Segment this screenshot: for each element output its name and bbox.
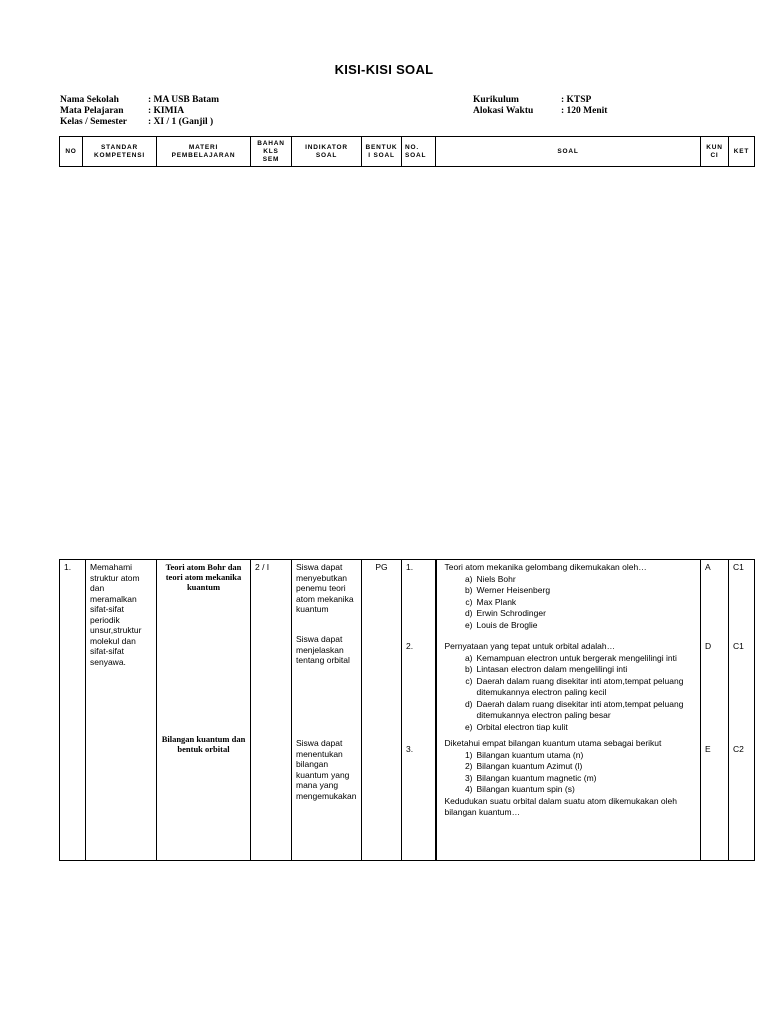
answer-key: A xyxy=(705,562,711,572)
header-line: CI xyxy=(710,151,719,159)
table-row xyxy=(60,560,755,861)
header-line: SOAL xyxy=(405,151,427,159)
header-standar-kompetensi xyxy=(83,137,157,167)
option-label: d) xyxy=(464,698,473,709)
option-item xyxy=(445,653,695,665)
meta-label: Kurikulum xyxy=(473,95,519,105)
soal-content xyxy=(441,562,697,858)
question-3 xyxy=(445,738,695,819)
question-text: Diketahui empat bilangan kuantum utama sebagai berikut xyxy=(444,738,662,748)
meta-row xyxy=(60,117,219,128)
option-label: 2) xyxy=(464,761,473,771)
header-ket: KET xyxy=(729,137,755,167)
header-bahan-kls-sem xyxy=(251,137,292,167)
option-item xyxy=(445,608,695,620)
meta-value: : KTSP xyxy=(561,95,592,105)
page-title: KISI-KISI SOAL xyxy=(334,62,434,77)
meta-row xyxy=(60,95,219,106)
header-line: KLS xyxy=(263,147,279,155)
header-bentuk-soal xyxy=(362,137,402,167)
kunci-content xyxy=(705,562,724,858)
header-soal: SOAL xyxy=(436,137,701,167)
option-item xyxy=(445,722,695,734)
option-item xyxy=(445,784,695,796)
option-text: Lintasan electron dalam mengelilingi inti xyxy=(476,664,628,674)
meta-label: Nama Sekolah xyxy=(60,95,119,105)
bentuk-soal: PG xyxy=(362,560,402,861)
ket-cell xyxy=(729,560,755,861)
option-item xyxy=(445,574,695,586)
option-item xyxy=(445,676,695,699)
option-text: Daerah dalam ruang disekitar inti atom,tempat peluang ditemukannya electron paling kecil xyxy=(476,675,684,697)
indikator-item: Siswa dapat menjelaskan tentang orbital xyxy=(296,634,350,665)
meta-label: Kelas / Semester xyxy=(60,117,128,127)
materi-content xyxy=(161,562,246,858)
header-indikator xyxy=(292,137,362,167)
option-text: Bilangan kuantum utama (n) xyxy=(476,749,584,760)
option-item xyxy=(445,664,695,676)
option-label: a) xyxy=(464,573,473,584)
option-label: e) xyxy=(464,619,473,630)
meta-row xyxy=(473,95,607,106)
header-line: SOAL xyxy=(315,151,338,159)
option-text: Bilangan kuantum magnetic (m) xyxy=(476,772,597,783)
option-label: 3) xyxy=(464,772,473,783)
meta-label: Alokasi Waktu xyxy=(473,106,534,116)
header-no-soal xyxy=(402,137,436,167)
option-text: Louis de Broglie xyxy=(476,619,538,630)
option-item xyxy=(445,773,695,785)
indikator-item: Siswa dapat menyebutkan penemu teori atom mekanika kuantum xyxy=(296,562,354,614)
option-label: c) xyxy=(465,675,473,686)
options-list xyxy=(445,653,695,734)
content-table xyxy=(59,559,755,861)
soal-cell xyxy=(436,560,701,861)
header-table xyxy=(59,136,755,167)
header-line: KOMPETENSI xyxy=(94,151,145,159)
meta-value: : MA USB Batam xyxy=(148,95,219,105)
answer-key: E xyxy=(705,744,711,754)
option-label: 1) xyxy=(464,749,473,760)
indikator-item: Siswa dapat menentukan bilangan kuantum yang mana yang mengemukakan xyxy=(296,738,357,801)
option-item xyxy=(445,761,695,773)
curriculum-info xyxy=(473,95,607,117)
no-soal-cell xyxy=(402,560,436,861)
meta-row xyxy=(60,106,219,117)
header-line: I SOAL xyxy=(368,151,395,159)
option-text: Erwin Schrodinger xyxy=(476,608,546,618)
header-kunci xyxy=(701,137,729,167)
option-text: Niels Bohr xyxy=(476,573,516,584)
kelas-semester: 2 / I xyxy=(251,560,292,861)
option-label: 4) xyxy=(464,784,473,794)
cognitive-level: C1 xyxy=(733,641,744,651)
meta-label: Mata Pelajaran xyxy=(60,106,124,116)
question-text: Teori atom mekanika gelombang dikemukakan oleh… xyxy=(444,562,647,572)
option-item xyxy=(445,597,695,609)
question-followup: Kedudukan suatu orbital dalam suatu atom dikemukakan oleh bilangan kuantum… xyxy=(444,795,677,817)
header-line: INDIKATOR xyxy=(305,143,348,151)
meta-value: : XI / 1 (Ganjil ) xyxy=(148,117,214,127)
question-2 xyxy=(445,641,695,733)
cognitive-level: C1 xyxy=(733,562,744,572)
cognitive-level: C2 xyxy=(733,744,744,754)
header-line: NO. xyxy=(405,143,419,151)
row-no: 1. xyxy=(60,560,86,861)
option-label: d) xyxy=(464,608,473,618)
option-item xyxy=(445,750,695,762)
meta-value: : KIMIA xyxy=(148,106,185,116)
option-text: Kemampuan electron untuk bergerak mengelilingi inti xyxy=(476,652,677,663)
question-number: 3. xyxy=(406,744,414,754)
header-line: PEMBELAJARAN xyxy=(171,151,236,159)
option-label: a) xyxy=(464,652,473,663)
header-line: SEM xyxy=(262,155,280,163)
standar-kompetensi: Memahami struktur atom dan meramalkan sifat-sifat periodik unsur,struktur molekul dan sifat-sifat senyawa. xyxy=(86,560,157,861)
option-item xyxy=(445,585,695,597)
indikator-cell xyxy=(292,560,362,861)
header-line: STANDAR xyxy=(101,143,138,151)
option-label: c) xyxy=(465,596,473,607)
question-number: 1. xyxy=(406,562,414,572)
header-no: NO xyxy=(60,137,83,167)
options-list xyxy=(445,750,695,796)
materi-item: Teori atom Bohr dan teori atom mekanika kuantum xyxy=(165,562,242,592)
option-label: e) xyxy=(464,721,473,732)
no-soal-content xyxy=(406,562,431,858)
option-text: Bilangan kuantum Azimut (l) xyxy=(476,761,583,771)
header-line: MATERI xyxy=(188,143,219,151)
answer-key: D xyxy=(705,641,712,651)
kunci-cell xyxy=(701,560,729,861)
option-text: Bilangan kuantum spin (s) xyxy=(476,784,575,794)
option-item xyxy=(445,620,695,632)
header-line: BENTUK xyxy=(365,143,398,151)
option-text: Werner Heisenberg xyxy=(476,585,551,595)
option-text: Daerah dalam ruang disekitar inti atom,tempat peluang ditemukannya electron paling besar xyxy=(476,698,684,720)
question-number: 2. xyxy=(406,641,414,651)
indikator-content xyxy=(296,562,357,858)
ket-content xyxy=(733,562,750,858)
option-label: b) xyxy=(464,585,473,595)
question-1 xyxy=(445,562,695,631)
header-line: BAHAN xyxy=(257,139,285,147)
school-info xyxy=(60,95,219,128)
option-label: b) xyxy=(464,664,473,674)
header-line: KUN xyxy=(706,143,723,151)
options-list xyxy=(445,574,695,632)
meta-value: : 120 Menit xyxy=(561,106,608,116)
option-item xyxy=(445,699,695,722)
header-materi xyxy=(157,137,251,167)
meta-row xyxy=(473,106,607,117)
materi-cell xyxy=(157,560,251,861)
option-text: Orbital electron tiap kulit xyxy=(476,721,568,732)
question-text: Pernyataan yang tepat untuk orbital adalah… xyxy=(444,641,616,651)
option-text: Max Plank xyxy=(476,596,517,607)
materi-item: Bilangan kuantum dan bentuk orbital xyxy=(161,734,246,754)
